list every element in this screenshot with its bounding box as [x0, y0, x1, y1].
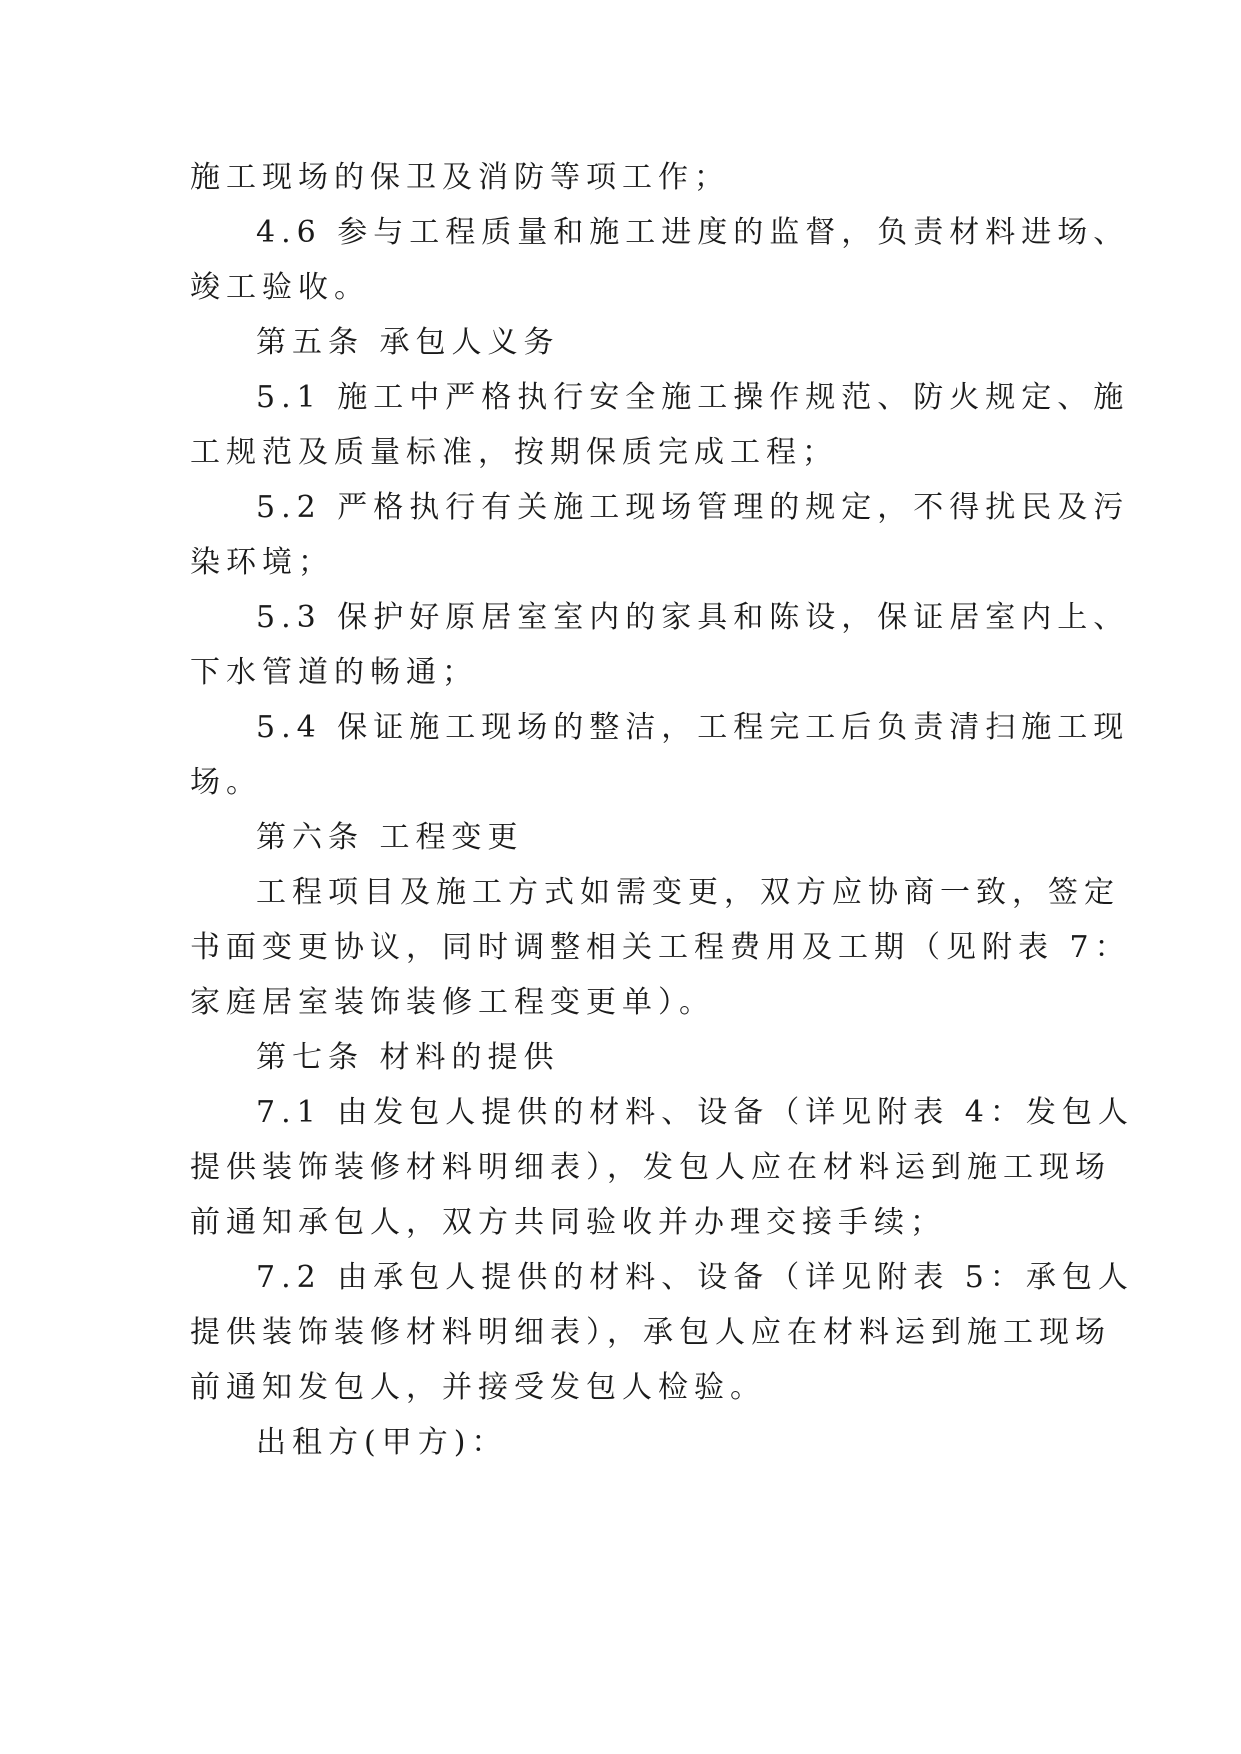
- text-line: 提供装饰装修材料明细表），发包人应在材料运到施工现场: [190, 1150, 1111, 1185]
- signature-label: 出租方(甲方)：: [256, 1425, 508, 1460]
- text-line: 提供装饰装修材料明细表），承包人应在材料运到施工现场: [190, 1315, 1111, 1350]
- text-line: 家庭居室装饰装修工程变更单）。: [190, 985, 715, 1020]
- text-line: 前通知发包人，并接受发包人检验。: [190, 1370, 766, 1405]
- section-heading: 第五条 承包人义务: [256, 325, 560, 360]
- text-line: 工程项目及施工方式如需变更，双方应协商一致，签定: [256, 875, 1120, 910]
- section-heading: 第七条 材料的提供: [256, 1040, 560, 1075]
- text-line: 下水管道的畅通；: [190, 655, 478, 690]
- text-line: 前通知承包人，双方共同验收并办理交接手续；: [190, 1205, 946, 1240]
- text-line: 书面变更协议，同时调整相关工程费用及工期（见附表 7：: [190, 930, 1131, 965]
- text-line: 4.6 参与工程质量和施工进度的监督，负责材料进场、: [256, 215, 1130, 250]
- text-line: 7.1 由发包人提供的材料、设备（详见附表 4：发包人: [256, 1095, 1134, 1130]
- text-line: 染环境；: [190, 545, 334, 580]
- section-heading: 第六条 工程变更: [256, 820, 524, 855]
- text-line: 工规范及质量标准，按期保质完成工程；: [190, 435, 838, 470]
- text-line: 5.3 保护好原居室室内的家具和陈设，保证居室内上、: [256, 600, 1130, 635]
- text-line: 5.1 施工中严格执行安全施工操作规范、防火规定、施: [256, 380, 1130, 415]
- text-line: 5.4 保证施工现场的整洁，工程完工后负责清扫施工现: [256, 710, 1130, 745]
- text-line: 场。: [190, 765, 262, 800]
- text-line: 5.2 严格执行有关施工现场管理的规定，不得扰民及污: [256, 490, 1130, 525]
- text-line: 施工现场的保卫及消防等项工作；: [190, 160, 730, 195]
- text-line: 竣工验收。: [190, 270, 370, 305]
- text-line: 7.2 由承包人提供的材料、设备（详见附表 5：承包人: [256, 1260, 1134, 1295]
